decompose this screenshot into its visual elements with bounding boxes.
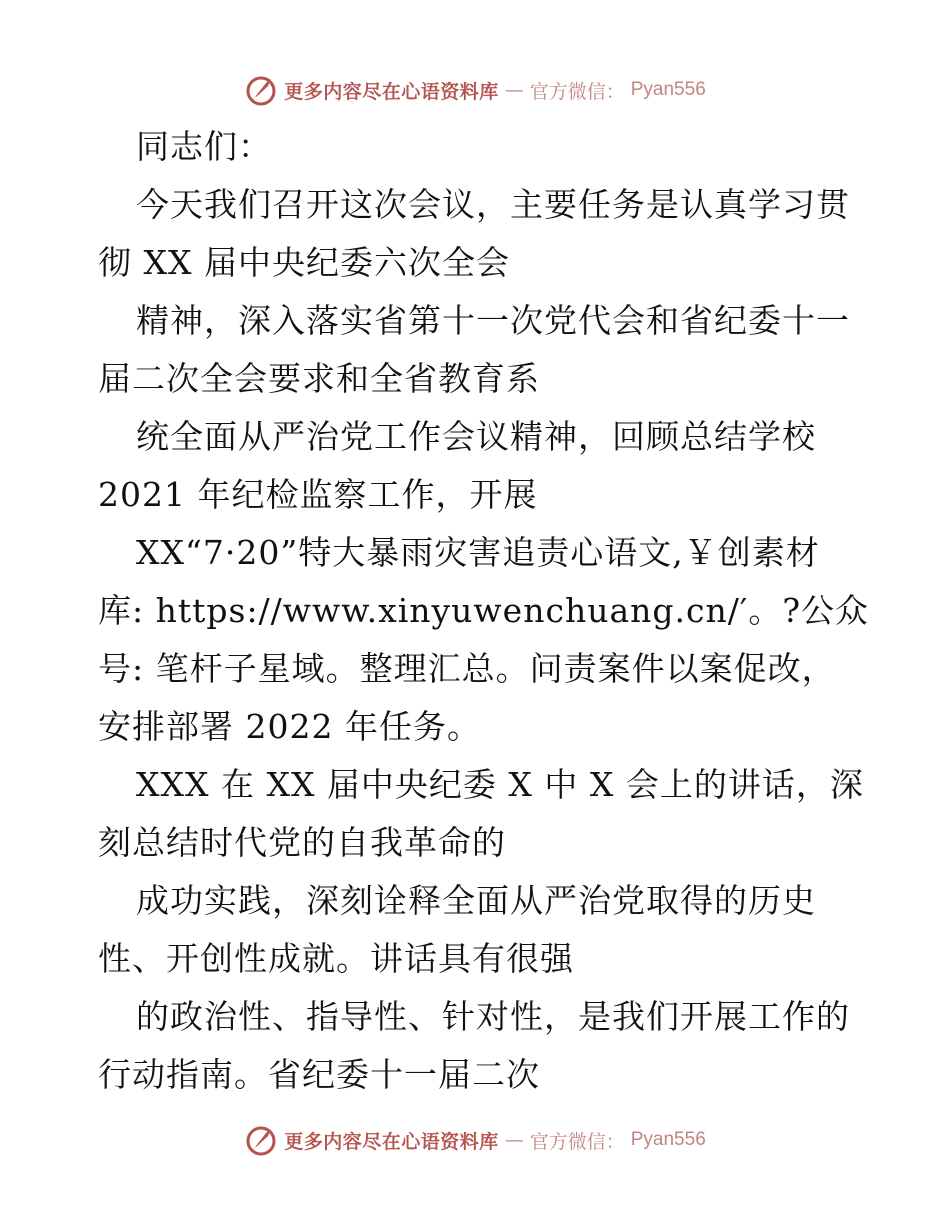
banner-wechat-id: Pyan556 — [630, 1129, 706, 1150]
banner-separator: — — [504, 79, 524, 101]
text-line-9: 库: https://www.xinyuwenchuang.cn/′。?公众 — [98, 591, 870, 630]
text-line-4: 精神，深入落实省第十一次党代会和省纪委十一 — [136, 301, 850, 340]
quill-pen-logo-icon — [244, 73, 278, 107]
text-line-8: XX“7·20”特大暴雨灾害追责心语文,￥创素材 — [136, 533, 820, 572]
banner-main-text: 更多内容尽在心语资料库 — [284, 1130, 499, 1153]
text-line-5: 届二次全会要求和全省教育系 — [98, 359, 540, 398]
text-line-14: 成功实践，深刻诠释全面从严治党取得的历史 — [136, 881, 816, 920]
text-line-17: 行动指南。省纪委十一届二次 — [98, 1055, 540, 1094]
text-line-15: 性、开创性成就。讲话具有很强 — [98, 939, 574, 978]
document-body — [98, 118, 898, 1104]
text-line-1: 同志们： — [136, 127, 272, 166]
text-line-6: 统全面从严治党工作会议精神，回顾总结学校 — [136, 417, 816, 456]
text-line-13: 刻总结时代党的自我革命的 — [98, 823, 506, 862]
banner-main-text: 更多内容尽在心语资料库 — [284, 80, 499, 103]
text-line-12: XXX 在 XX 届中央纪委 X 中 X 会上的讲话，深 — [136, 765, 864, 804]
banner-wechat-id: Pyan556 — [630, 79, 706, 100]
text-line-7: 2021 年纪检监察工作，开展 — [98, 475, 538, 514]
text-line-16: 的政治性、指导性、针对性，是我们开展工作的 — [136, 997, 850, 1036]
header-banner — [0, 70, 950, 110]
banner-official-label: 官方微信： — [529, 1130, 625, 1153]
text-line-3: 彻 XX 届中央纪委六次全会 — [98, 243, 510, 282]
banner-separator: — — [504, 1129, 524, 1151]
quill-pen-logo-icon — [244, 1123, 278, 1157]
text-line-11: 安排部署 2022 年任务。 — [98, 707, 481, 746]
banner-official-label: 官方微信： — [529, 80, 625, 103]
text-line-2: 今天我们召开这次会议，主要任务是认真学习贯 — [136, 185, 850, 224]
text-line-10: 号: 笔杆子星域。整理汇总。问责案件以案促改， — [98, 649, 836, 688]
footer-banner — [0, 1120, 950, 1160]
